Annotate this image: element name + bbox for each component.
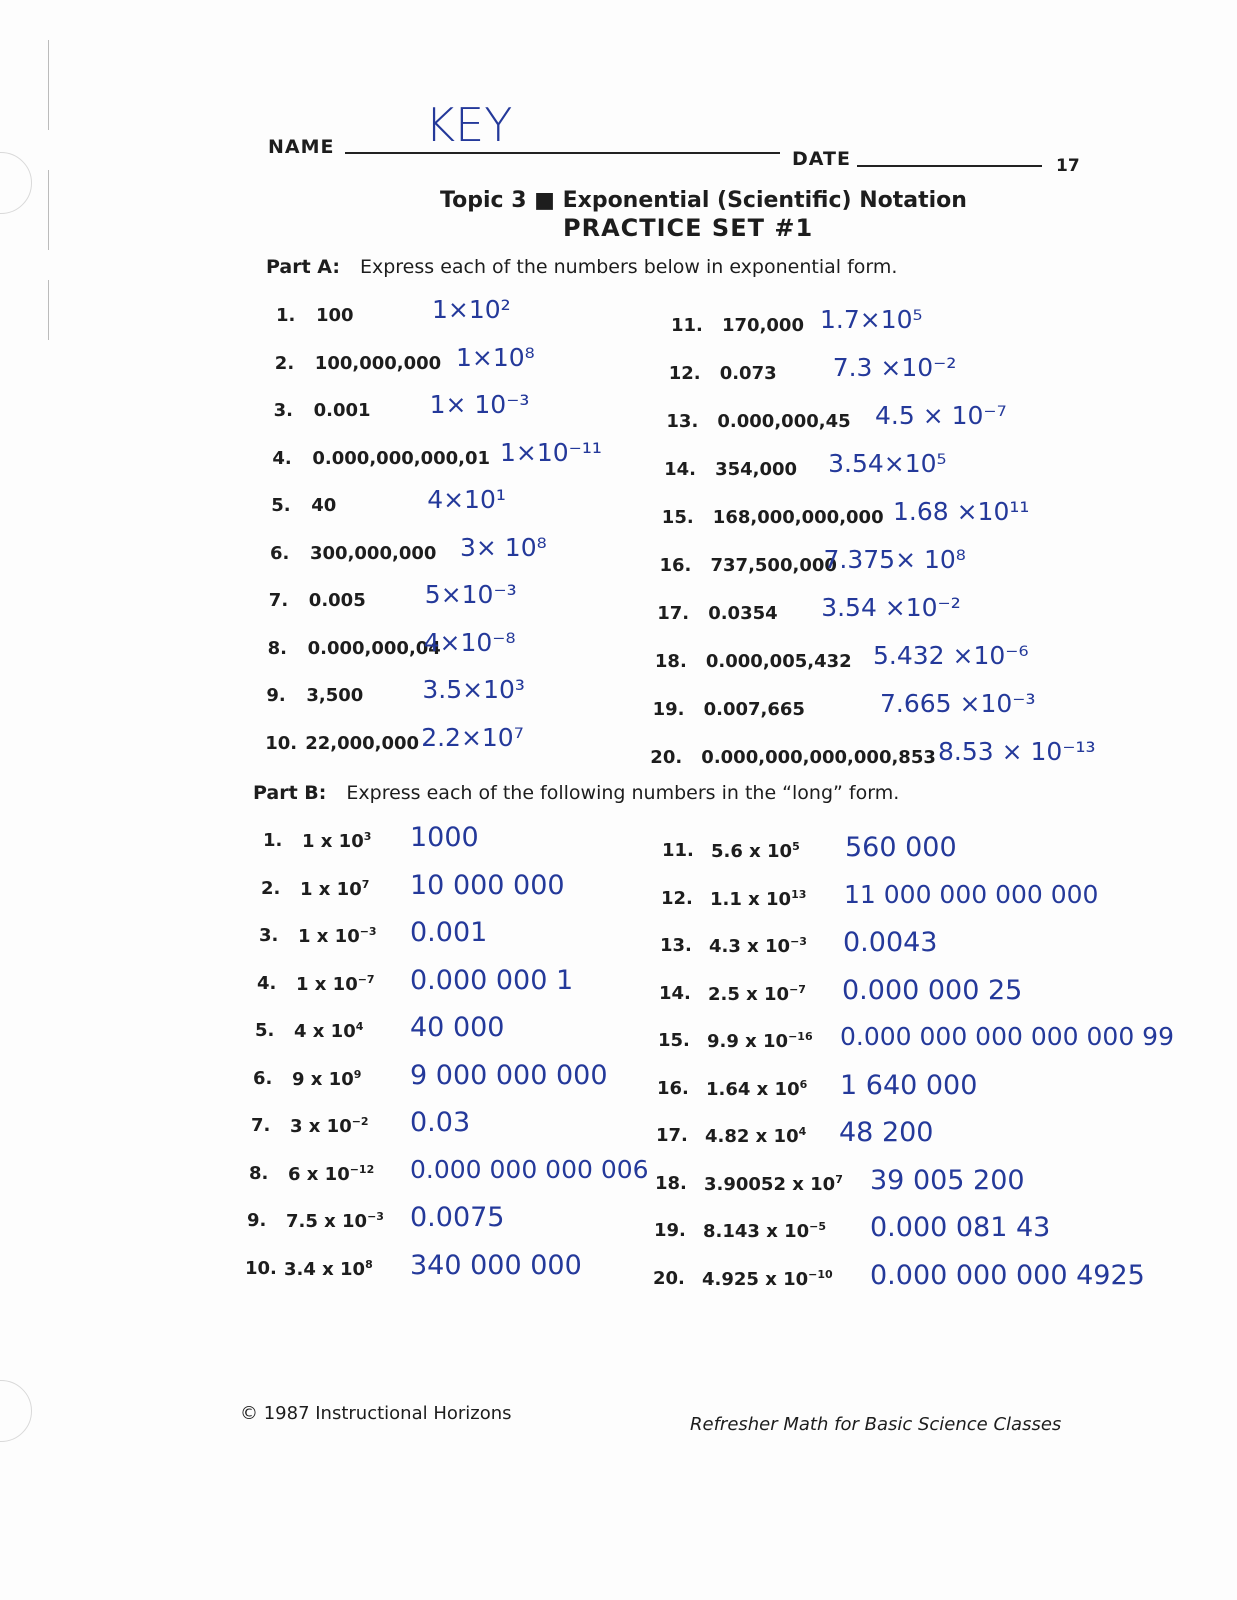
question-text: [284, 1258, 373, 1280]
page-edge: [48, 40, 49, 130]
page-number: 17: [1056, 156, 1080, 176]
answer-handwritten: 1×10²: [432, 295, 511, 324]
question-number: 13.: [660, 935, 692, 956]
question-exponent: −7: [789, 982, 806, 996]
question-exponent: 6: [799, 1077, 808, 1091]
part-b-label: Part B:: [253, 782, 327, 804]
question-text: 0.0354: [708, 603, 778, 624]
question-text: [709, 935, 807, 957]
question-base: 3.4 x 10: [284, 1258, 366, 1280]
question-number: 19.: [652, 699, 685, 720]
question-text: [302, 830, 371, 852]
question-exponent: −3: [367, 1210, 384, 1223]
question-number: 18.: [654, 651, 687, 672]
question-text: [704, 1173, 843, 1195]
answer-handwritten: 7.375× 10⁸: [823, 545, 966, 574]
question-number: 11.: [671, 315, 703, 336]
question-number: 3.: [273, 400, 293, 421]
answer-handwritten: 1×10⁻¹¹: [500, 437, 602, 467]
question-number: 14.: [659, 982, 691, 1004]
question-base: 8.143 x 10: [703, 1221, 810, 1242]
question-number: 7.: [268, 590, 289, 611]
question-number: 8.: [249, 1162, 269, 1184]
answer-handwritten: 560 000: [845, 832, 957, 863]
answer-handwritten: 40 000: [410, 1012, 505, 1043]
part-b-instruction: Express each of the following numbers in the “long” form.: [346, 782, 900, 804]
answer-handwritten: 4×10⁻⁸: [423, 627, 516, 657]
answer-handwritten: 0.000 000 000 000 000 99: [840, 1022, 1174, 1051]
question-number: 6.: [270, 542, 290, 564]
answer-handwritten: 3× 10⁸: [460, 532, 547, 562]
binder-hole: [0, 152, 32, 214]
answer-handwritten: 2.2×10⁷: [421, 722, 524, 752]
question-base: 6 x 10: [288, 1163, 350, 1185]
question-base: 9 x 10: [292, 1068, 354, 1090]
answer-handwritten: 0.03: [410, 1107, 471, 1138]
question-base: 4.82 x 10: [705, 1126, 799, 1147]
question-number: 16.: [659, 555, 692, 576]
question-text: 0.001: [313, 400, 371, 421]
answer-handwritten: 5×10⁻³: [424, 580, 517, 609]
question-text: [710, 888, 806, 910]
question-text: [300, 878, 369, 900]
question-number: 5.: [255, 1020, 275, 1041]
question-number: 7.: [251, 1115, 271, 1136]
answer-handwritten: 7.3 ×10⁻²: [832, 353, 957, 382]
question-text: [705, 1125, 806, 1147]
question-exponent: 9: [353, 1067, 362, 1081]
question-base: 1 x 10: [298, 926, 360, 947]
page-edge: [48, 170, 49, 250]
answer-handwritten: 48 200: [839, 1117, 934, 1148]
question-text: 0.005: [308, 590, 366, 611]
question-exponent: 4: [355, 1020, 364, 1033]
date-line: [857, 165, 1042, 167]
question-exponent: −7: [357, 972, 375, 986]
answer-handwritten: 1 640 000: [840, 1069, 978, 1101]
question-number: 8.: [267, 637, 287, 659]
answer-handwritten: 340 000 000: [410, 1249, 582, 1281]
question-base: 1 x 10: [300, 878, 362, 900]
question-exponent: 5: [792, 840, 800, 853]
question-base: 4 x 10: [294, 1021, 356, 1042]
date-label: DATE: [792, 148, 851, 170]
question-number: 17.: [656, 1125, 688, 1146]
question-text: 100,000,000: [314, 352, 442, 374]
answer-handwritten: 3.5×10³: [422, 675, 525, 704]
answer-handwritten: 0.000 081 43: [870, 1212, 1051, 1243]
question-number: 4.: [257, 972, 277, 994]
question-text: 300,000,000: [310, 542, 437, 564]
copyright: © 1987 Instructional Horizons: [240, 1403, 512, 1424]
answer-handwritten: 0.0043: [843, 927, 938, 958]
question-base: 1 x 10: [296, 973, 358, 995]
question-number: 12.: [668, 363, 701, 384]
binder-hole: [0, 1380, 32, 1442]
question-text: 0.073: [719, 363, 777, 384]
question-base: 2.5 x 10: [708, 983, 790, 1005]
question-text: 100: [316, 305, 354, 326]
question-exponent: 3: [363, 830, 372, 843]
question-number: 4.: [272, 447, 292, 469]
question-text: [286, 1210, 384, 1232]
question-text: 0.000,000,000,000,853: [701, 747, 936, 768]
question-text: 0.000,000,04: [307, 637, 441, 659]
answer-handwritten: 11 000 000 000 000: [844, 879, 1099, 909]
question-text: 22,000,000: [305, 732, 420, 754]
question-number: 19.: [654, 1220, 686, 1241]
question-text: [290, 1115, 369, 1137]
question-text: [711, 840, 800, 862]
question-number: 1.: [276, 305, 296, 326]
question-base: 1.64 x 10: [706, 1078, 800, 1100]
question-number: 10.: [265, 732, 298, 754]
name-value: KEY: [425, 98, 513, 152]
answer-handwritten: 1.68 ×10¹¹: [893, 497, 1030, 526]
part-a-label: Part A:: [266, 256, 340, 278]
question-text: 0.000,005,432: [705, 651, 852, 672]
question-text: [707, 1030, 813, 1052]
question-exponent: −2: [351, 1115, 369, 1128]
page-edge: [48, 280, 49, 340]
question-text: 737,500,000: [710, 555, 837, 576]
question-exponent: −10: [808, 1267, 833, 1281]
answer-handwritten: 0.000 000 1: [410, 964, 574, 996]
answer-handwritten: 3.54 ×10⁻²: [821, 593, 961, 622]
question-text: [292, 1068, 361, 1090]
question-number: 2.: [274, 352, 295, 374]
question-text: [294, 1020, 363, 1042]
question-base: 9.9 x 10: [707, 1031, 789, 1052]
book-title: Refresher Math for Basic Science Classes: [690, 1414, 1062, 1435]
part-a-heading: [266, 256, 897, 278]
question-text: 0.007,665: [703, 699, 805, 720]
question-number: 18.: [655, 1172, 687, 1194]
answer-handwritten: 0.0075: [410, 1202, 505, 1233]
question-text: [706, 1078, 807, 1100]
question-number: 13.: [666, 411, 699, 432]
question-number: 15.: [658, 1030, 690, 1051]
question-text: 168,000,000,000: [712, 507, 884, 528]
question-text: [708, 983, 806, 1005]
question-number: 9.: [247, 1210, 267, 1231]
question-number: 11.: [662, 840, 694, 861]
question-text: 3,500: [306, 685, 364, 706]
answer-handwritten: 0.001: [410, 917, 488, 948]
question-text: [703, 1220, 826, 1242]
question-text: 354,000: [715, 459, 798, 480]
question-number: 3.: [259, 925, 279, 946]
question-exponent: 7: [361, 877, 370, 891]
part-a-instruction: Express each of the numbers below in exponential form.: [359, 256, 898, 278]
name-label: NAME: [268, 136, 335, 158]
question-text: [298, 925, 377, 947]
question-exponent: −5: [809, 1220, 827, 1233]
answer-handwritten: 1× 10⁻³: [429, 390, 530, 419]
question-base: 7.5 x 10: [286, 1211, 368, 1232]
question-number: 14.: [664, 459, 696, 480]
answer-handwritten: 0.000 000 25: [842, 974, 1023, 1006]
answer-handwritten: 9 000 000 000: [410, 1059, 608, 1091]
question-number: 6.: [253, 1067, 273, 1089]
question-number: 20.: [650, 747, 683, 768]
question-number: 15.: [661, 507, 694, 528]
answer-handwritten: 1×10⁸: [456, 342, 535, 372]
question-exponent: 8: [365, 1257, 373, 1271]
answer-handwritten: 5.432 ×10⁻⁶: [873, 641, 1029, 670]
answer-handwritten: 0.000 000 000 4925: [870, 1259, 1145, 1291]
question-number: 1.: [263, 830, 283, 851]
question-exponent: 7: [835, 1172, 843, 1186]
question-base: 4.925 x 10: [702, 1268, 809, 1290]
question-base: 1.1 x 10: [710, 888, 792, 910]
question-number: 9.: [266, 685, 286, 706]
answer-handwritten: 39 005 200: [870, 1164, 1025, 1196]
question-number: 5.: [271, 495, 291, 516]
answer-handwritten: 3.54×10⁵: [828, 449, 947, 478]
answer-handwritten: 4.5 × 10⁻⁷: [875, 401, 1007, 430]
part-b-heading: [253, 782, 899, 804]
question-text: 170,000: [722, 315, 804, 336]
answer-handwritten: 7.665 ×10⁻³: [880, 689, 1036, 718]
question-base: 1 x 10: [302, 831, 364, 852]
question-number: 2.: [261, 877, 281, 899]
question-number: 12.: [661, 887, 693, 909]
answer-handwritten: 1000: [410, 822, 479, 853]
question-text: [288, 1163, 374, 1185]
answer-handwritten: 10 000 000: [410, 869, 565, 901]
question-text: [296, 973, 375, 995]
question-exponent: −16: [788, 1030, 813, 1043]
question-number: 20.: [653, 1267, 685, 1289]
question-text: [702, 1268, 833, 1290]
question-exponent: 4: [798, 1125, 807, 1138]
answer-handwritten: 0.000 000 000 006: [410, 1154, 649, 1184]
question-number: 17.: [657, 603, 690, 624]
practice-set-title: PRACTICE SET #1: [563, 214, 814, 242]
name-line: [345, 152, 780, 154]
question-exponent: 13: [791, 887, 807, 901]
answer-handwritten: 4×10¹: [427, 485, 506, 514]
answer-handwritten: 1.7×10⁵: [820, 305, 923, 334]
question-base: 4.3 x 10: [709, 936, 791, 957]
question-base: 5.6 x 10: [711, 841, 793, 862]
question-base: 3.90052 x 10: [704, 1173, 836, 1195]
question-text: 40: [311, 495, 337, 516]
question-exponent: −3: [359, 925, 377, 938]
question-text: 0.000,000,45: [717, 411, 851, 432]
question-base: 3 x 10: [290, 1116, 352, 1137]
topic-title: Topic 3 ■ Exponential (Scientific) Notation: [440, 188, 967, 213]
question-exponent: −12: [349, 1162, 375, 1176]
question-exponent: −3: [790, 935, 807, 948]
question-number: 10.: [245, 1257, 277, 1279]
question-text: 0.000,000,000,01: [312, 447, 491, 469]
question-number: 16.: [657, 1077, 689, 1099]
answer-handwritten: 8.53 × 10⁻¹³: [938, 737, 1096, 766]
